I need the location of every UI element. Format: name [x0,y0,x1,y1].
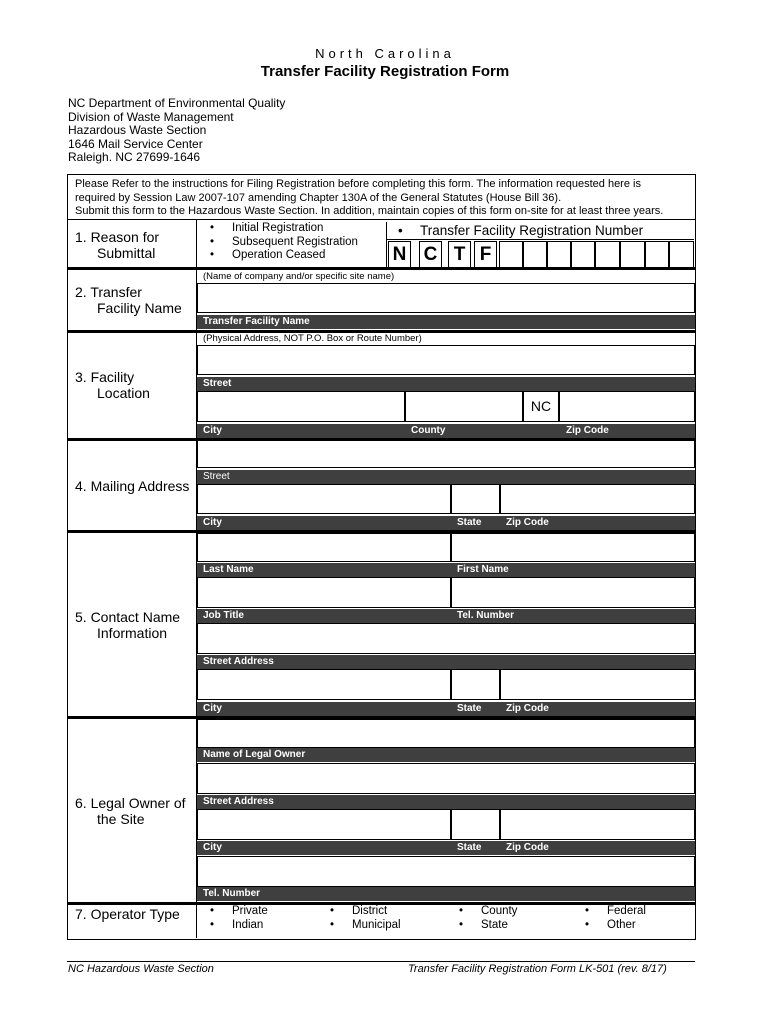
contact-tel-input[interactable] [451,577,695,608]
registration-number-label: • Transfer Facility Registration Number [398,223,644,238]
reason-option-ceased[interactable]: • Operation Ceased [210,249,326,261]
instructions-line: Submit this form to the Hazardous Waste Section. In addition, maintain copies of this form on-site for at least three years. [75,205,664,217]
operator-option-municipal[interactable]: • Municipal [330,919,401,931]
address-line: Raleigh. NC 27699-1646 [68,150,201,164]
reg-digit-box[interactable] [595,241,620,268]
facility-name-hint: (Name of company and/or specific site name) [203,271,395,282]
contact-job-bar: Job Title Tel. Number [197,609,695,623]
owner-city-input[interactable] [197,809,451,840]
section-4-label: 4. Mailing Address [75,478,190,494]
reg-digit-box[interactable] [571,241,595,268]
reg-digit-box[interactable] [523,241,547,268]
reg-digit-box[interactable] [645,241,669,268]
owner-street-bar: Street Address [197,795,695,809]
contact-street-bar: Street Address [197,655,695,669]
operator-option-county[interactable]: • County [459,905,518,917]
contact-job-title-input[interactable] [197,577,451,608]
owner-state-input[interactable] [451,809,500,840]
operator-option-other[interactable]: • Other [585,919,636,931]
mailing-state-input[interactable] [451,484,500,514]
location-hint: (Physical Address, NOT P.O. Box or Route Number) [203,333,422,344]
address-line: 1646 Mail Service Center [68,136,203,151]
operator-option-state[interactable]: • State [459,919,508,931]
owner-tel-input[interactable] [197,856,695,887]
mailing-street-input[interactable] [197,440,695,468]
contact-state-input[interactable] [451,669,500,700]
instructions-line: Please Refer to the instructions for Filing Registration before completing this form. The information requested here is [75,178,641,190]
reg-prefix-t: T [448,241,471,268]
operator-option-federal[interactable]: • Federal [585,905,646,917]
instructions-text [75,178,693,219]
contact-first-name-input[interactable] [451,533,695,562]
form-title: Transfer Facility Registration Form [260,63,510,80]
location-city-bar: City County Zip Code [197,424,695,438]
reg-prefix-f: F [474,241,497,268]
contact-city-input[interactable] [197,669,451,700]
reg-prefix-n: N [388,241,411,268]
owner-name-bar: Name of Legal Owner [197,748,695,762]
operator-option-private[interactable]: • Private [210,905,268,917]
reg-digit-box[interactable] [547,241,571,268]
facility-name-input[interactable] [197,283,695,313]
operator-option-indian[interactable]: • Indian [210,919,264,931]
owner-tel-bar: Tel. Number [197,887,695,901]
contact-street-input[interactable] [197,623,695,654]
reg-prefix-c: C [419,241,442,268]
section-3-label: 3. Facility Location [75,369,150,401]
owner-city-bar: City State Zip Code [197,841,695,855]
section-7-label: 7. Operator Type [75,906,180,922]
reason-option-initial[interactable]: • Initial Registration [210,222,324,234]
location-state-value: NC [523,391,559,422]
address-line: NC Department of Environmental Quality [68,96,286,110]
section-2-label: 2. Transfer Facility Name [75,284,182,316]
contact-name-bar: Last Name First Name [197,563,695,577]
operator-option-district[interactable]: • District [330,905,388,917]
address-line: Hazardous Waste Section [68,123,207,137]
facility-name-bar: Transfer Facility Name [197,315,695,329]
contact-zip-input[interactable] [500,669,695,700]
reg-digit-box[interactable] [499,241,523,268]
mailing-city-input[interactable] [197,484,451,514]
location-zip-input[interactable] [559,391,695,422]
mailing-street-bar: Street [197,470,695,484]
footer-left: NC Hazardous Waste Section [68,963,214,975]
footer-rule [67,961,695,962]
location-street-bar: Street [197,377,695,391]
location-county-input[interactable] [405,391,523,422]
agency-address [68,97,285,165]
reg-digit-box[interactable] [669,241,694,268]
contact-city-bar: City State Zip Code [197,702,695,716]
location-city-input[interactable] [197,391,405,422]
instructions-line: required by Session Law 2007-107 amending Chapter 130A of the General Statutes (House Bill 36). [75,191,562,204]
section-5-label: 5. Contact Name Information [75,609,181,641]
form-state-heading: North Carolina [315,46,455,61]
footer-right: Transfer Facility Registration Form LK-501 (rev. 8/17) [408,963,667,975]
reg-digit-box[interactable] [620,241,645,268]
mailing-city-bar: City State Zip Code [197,516,695,530]
address-line: Division of Waste Management [68,109,234,124]
mailing-zip-input[interactable] [500,484,695,514]
owner-zip-input[interactable] [500,809,695,840]
owner-street-input[interactable] [197,763,695,794]
location-street-input[interactable] [197,345,695,375]
contact-last-name-input[interactable] [197,533,451,562]
owner-name-input[interactable] [197,719,695,748]
reason-option-subsequent[interactable]: • Subsequent Registration [210,236,358,248]
section-6-label: 6. Legal Owner of the Site [75,795,186,827]
section-1-label: 1. Reason for Submittal [75,229,160,261]
